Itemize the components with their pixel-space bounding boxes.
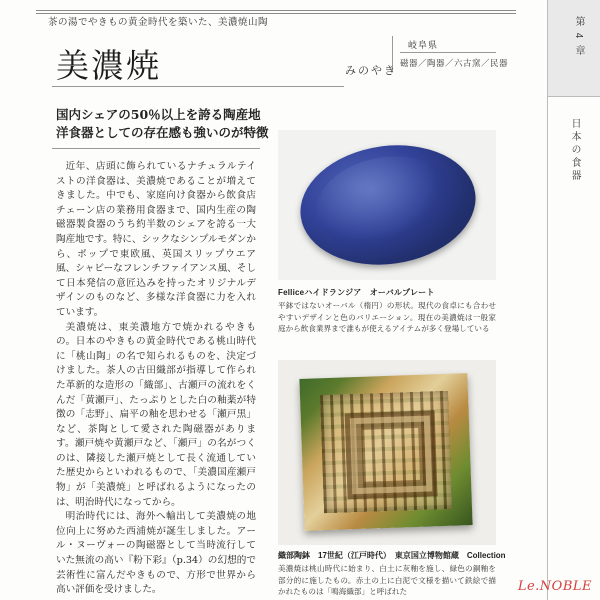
category-tags: 磁器／陶器／六古窯／民器	[400, 58, 509, 68]
lead-line-1: 国内シェアの50％以上を誇る陶産地	[56, 107, 261, 122]
title-underline	[52, 86, 344, 87]
figure-blue-oval-plate	[278, 130, 496, 280]
figure2-caption-body: 美濃焼は桃山時代に始まり、白土に灰釉を施し、緑色の銅釉を部分的に施したもの。赤土の上に白泥で文様を描いて鉄絵で描かれたものは「鳴海織部」と呼ばれた	[278, 564, 496, 597]
body-text-column	[56, 160, 256, 598]
title-kana: みのやき	[345, 65, 397, 77]
header-rule	[36, 10, 516, 11]
body-paragraph: 明治時代には、海外へ輸出して美濃焼の地位向上に努めた西浦焼が誕生しました。アール・ヌーヴォーの陶磁器として当時流行していた無流の高い『粉下彩』（p.34）の幻想的で芸術性に富んだやきもので、方形で世界から高い評価を受けました。	[56, 511, 256, 596]
chapter-label: 日本の食器	[569, 118, 580, 183]
lead-paragraph	[56, 106, 269, 142]
figure2-caption-title: 織部陶鉢 17世紀（江戸時代） 東京国立博物館蔵 Collection	[278, 551, 506, 560]
watermark-logo: Le.NOBLE	[517, 579, 592, 594]
body-paragraph: 近年、店頭に飾られているナチュラルテイストの洋食器は、美濃焼であることが増えてきました。中でも、家庭向け食器から飲食店チェーン店の業務用食器まで、国内生産の陶磁器製食器のうち約半数のシェアを誇る一大陶産地です。特に、シックなシンプルモダンから、ポップで東欧風、英国スリップウエア風、シャビーなフレンチファイアンス風、そして日本発信の意匠込みを持ったオリジナルデザインのものなど、多様な洋食器に力を入れています。	[56, 161, 256, 318]
body-paragraph: 美濃焼は、東美濃地方で焼かれるやきもの。日本のやきもの黄金時代である桃山時代に「桃山陶」の名で知られるものを、決定づけました。茶人の古田織部が指導して作られた革新的な造形の「織部」、古瀬戸の流れをくんだ「黄瀬戸」、たっぷりとした白の釉薬が特徴の「志野」、扁平の釉を思わせる「瀬戸黒」など、茶陶として愛された陶磁器があります。瀬戸焼や黄瀬戸など、「瀬戸」の名がつくのは、隣接した瀬戸焼として長く流通していた歴史からといわれるもので、「美濃国産瀬戸物」が「美濃焼」と呼ばれるようになったのは、明治時代になってから。	[56, 321, 256, 508]
chapter-number: 第 4 章	[573, 16, 584, 58]
lead-line-2: 洋食器としての存在感も強いのが特徴	[56, 125, 269, 140]
prefecture-rule	[400, 52, 496, 53]
figure1-caption-title: Felliceハイドランジア オーバルプレート	[278, 288, 435, 297]
oribe-square-plate-icon	[299, 373, 472, 531]
running-title: 茶の湯でやきもの黄金時代を築いた、美濃焼山陶	[48, 17, 269, 28]
chapter-rail	[547, 0, 600, 600]
blue-oval-plate-icon	[293, 134, 484, 275]
lead-underline	[52, 148, 260, 149]
figure1-caption-body: 平鉢ではないオーバル（楕円）の形状。現代の食卓にも合わせやすいデザインと色のバリエーション。現在の美濃焼は一般家庭から飲食業界まで誰もが使えるアイテムが多く登場している	[278, 301, 496, 334]
page-title: 美濃焼	[56, 46, 161, 85]
prefecture-label: 岐阜県	[408, 40, 439, 50]
figure-oribe-square-plate	[278, 360, 496, 545]
